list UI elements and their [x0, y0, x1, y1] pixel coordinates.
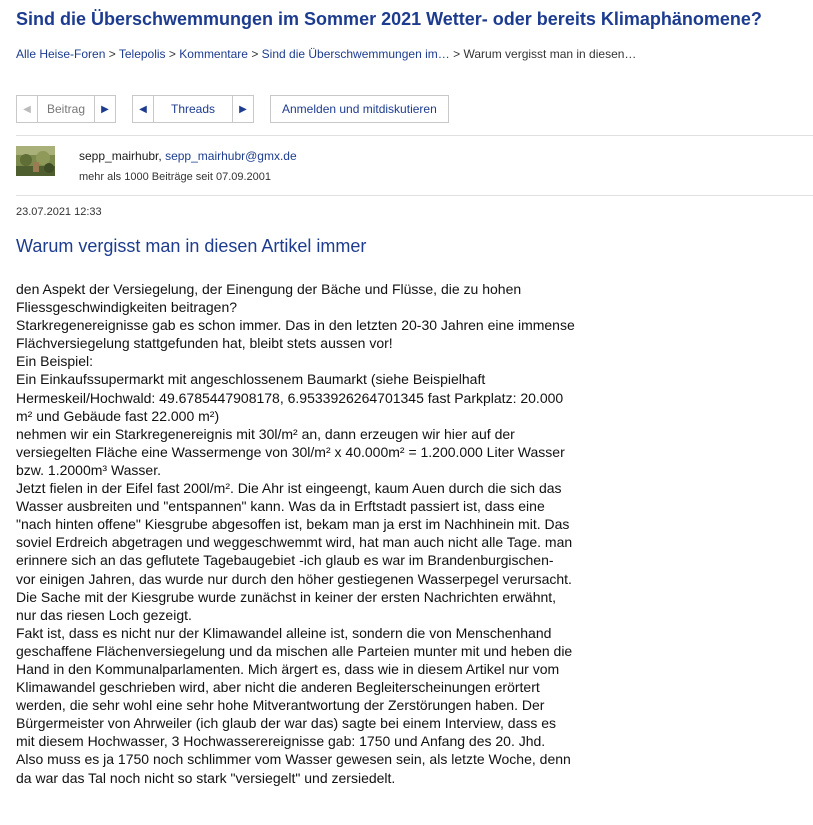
breadcrumb-current: Warum vergisst man in diesen… [463, 47, 637, 61]
breadcrumb-item-thread[interactable]: Sind die Überschwemmungen im… [261, 47, 450, 61]
divider [16, 195, 813, 196]
post-body-line: Flächversiegelung stattgefunden hat, bleibt stets aussen vor! [16, 335, 393, 352]
author-name-separator: , [158, 149, 162, 163]
breadcrumb [16, 47, 636, 61]
previous-thread-icon[interactable]: ◀ [133, 96, 154, 122]
post-body-line: Fliessgeschwindigkeiten beitragen? [16, 299, 238, 316]
breadcrumb-separator: > [108, 47, 116, 61]
post-body-line: "nach hinten offene" Kiesgrube abgesoffen ist, bekam man ja erst im Nachhinein mit. Das [16, 516, 570, 533]
divider [16, 135, 813, 136]
post-body-line: soviel Erdreich abgetragen und weggeschwemmt wird, hat man auch nicht alle Tage. man [16, 534, 573, 551]
next-post-icon[interactable]: ▶ [94, 96, 115, 122]
next-thread-icon[interactable]: ▶ [232, 96, 253, 122]
post-body-line: Bürgermeister von Ahrweiler (ich glaub der war das) sagte bei einem Interview, dass es [16, 715, 557, 732]
post-body-line: Ein Beispiel: [16, 353, 94, 370]
author-line [79, 149, 297, 163]
post-body-line: werden, die sehr wohl eine sehr hohe Mitverantwortung der Zerstörungen haben. Der [16, 697, 545, 714]
post-body-line: Klimawandel geschrieben wird, aber nicht die anderen Begleiterscheinungen erörtert [16, 679, 540, 696]
post-body-line: vor einigen Jahren, das wurde nur durch den höher gestiegenen Wasserpegel verursacht. [16, 570, 572, 587]
author-email-link[interactable]: sepp_mairhubr@gmx.de [165, 149, 297, 163]
post-body-line: Fakt ist, dass es nicht nur der Klimawandel alleine ist, sondern die von Menschenhand [16, 624, 552, 641]
post-body-line: Hermeskeil/Hochwald: 49.6785447908178, 6.9533926264701345 fast Parkplatz: 20.000 [16, 389, 564, 406]
threads-button[interactable]: Threads [170, 102, 216, 116]
post-body-line: Wasser ausbreiten und "entspannen" kann. Was da in Erftstadt passiert ist, dass eine [16, 498, 545, 515]
forum-title[interactable]: Sind die Überschwemmungen im Sommer 2021 Wetter- oder bereits Klimaphänomene? [16, 9, 762, 29]
post-body-line: Jetzt fielen in der Eifel fast 200l/m². Die Ahr ist eingeengt, kaum Auen durch die sich das [16, 480, 562, 497]
post-body-line: Hand in den Kommunalparlamenten. Mich ärgert es, dass wie in diesem Artikel nur vom [16, 660, 560, 677]
post-body [16, 280, 656, 787]
post-body-line: mit diesem Hochwasser, 3 Hochwasserereignisse gab: 1750 und Anfang des 20. Jhd. [16, 733, 546, 750]
post-body-line: Also muss es ja 1750 noch schlimmer vom Wasser gewesen sein, als letzte Woche, denn [16, 751, 571, 768]
post-body-line: da war das Tal noch nicht so stark "versiegelt" und zersiedelt. [16, 769, 396, 786]
post-nav-group [16, 95, 116, 123]
post-date: 23.07.2021 12:33 [16, 206, 102, 218]
avatar-image-icon [16, 146, 55, 176]
post-body-line: m² und Gebäude fast 22.000 m²) [16, 407, 220, 424]
post-body-line: nehmen wir ein Starkregenereignis mit 30l/m² an, dann erzeugen wir hier auf der [16, 425, 515, 442]
thread-nav-group [132, 95, 254, 123]
breadcrumb-separator: > [251, 47, 259, 61]
post-body-line: den Aspekt der Versiegelung, der Einengung der Bäche und Flüsse, die zu hohen [16, 281, 522, 297]
post-navigation [16, 95, 449, 123]
post-body-line: Die Sache mit der Kiesgrube wurde zunächst in keiner der ersten Nachrichten erwähnt, [16, 588, 557, 605]
previous-post-icon: ◀ [17, 96, 38, 122]
post-body-line: nur das riesen Loch gezeigt. [16, 606, 192, 623]
breadcrumb-item-all-forums[interactable]: Alle Heise-Foren [16, 47, 106, 61]
breadcrumb-separator: > [453, 47, 461, 61]
post-body-line: versiegelten Fläche eine Wassermenge von 30l/m² x 40.000m² = 1.200.000 Liter Wasser [16, 443, 565, 460]
breadcrumb-separator: > [168, 47, 176, 61]
breadcrumb-item-kommentare[interactable]: Kommentare [179, 47, 248, 61]
post-body-line: bzw. 1.2000m³ Wasser. [16, 461, 161, 478]
breadcrumb-item-telepolis[interactable]: Telepolis [118, 47, 166, 61]
post-body-line: erinnere sich an das geflutete Tagebaugebiet -ich glaub es war im Brandenburgischen- [16, 552, 554, 569]
post-body-line: Starkregenereignisse gab es schon immer. Das in den letzten 20-30 Jahren eine immense [16, 317, 575, 334]
post-body-line: geschaffene Flächenversiegelung und da mischen alle Parteien munter mit und heben die [16, 642, 573, 659]
join-discussion-button[interactable]: Anmelden und mitdiskutieren [270, 95, 449, 123]
post-nav-label: Beitrag [46, 102, 86, 116]
post-body-line: Ein Einkaufssupermarkt mit angeschlossenem Baumarkt (siehe Beispielhaft [16, 371, 486, 388]
author-name[interactable]: sepp_mairhubr [79, 149, 159, 163]
post-title: Warum vergisst man in diesen Artikel immer [16, 236, 367, 256]
avatar[interactable] [16, 146, 55, 176]
author-meta: mehr als 1000 Beiträge seit 07.09.2001 [79, 171, 272, 183]
